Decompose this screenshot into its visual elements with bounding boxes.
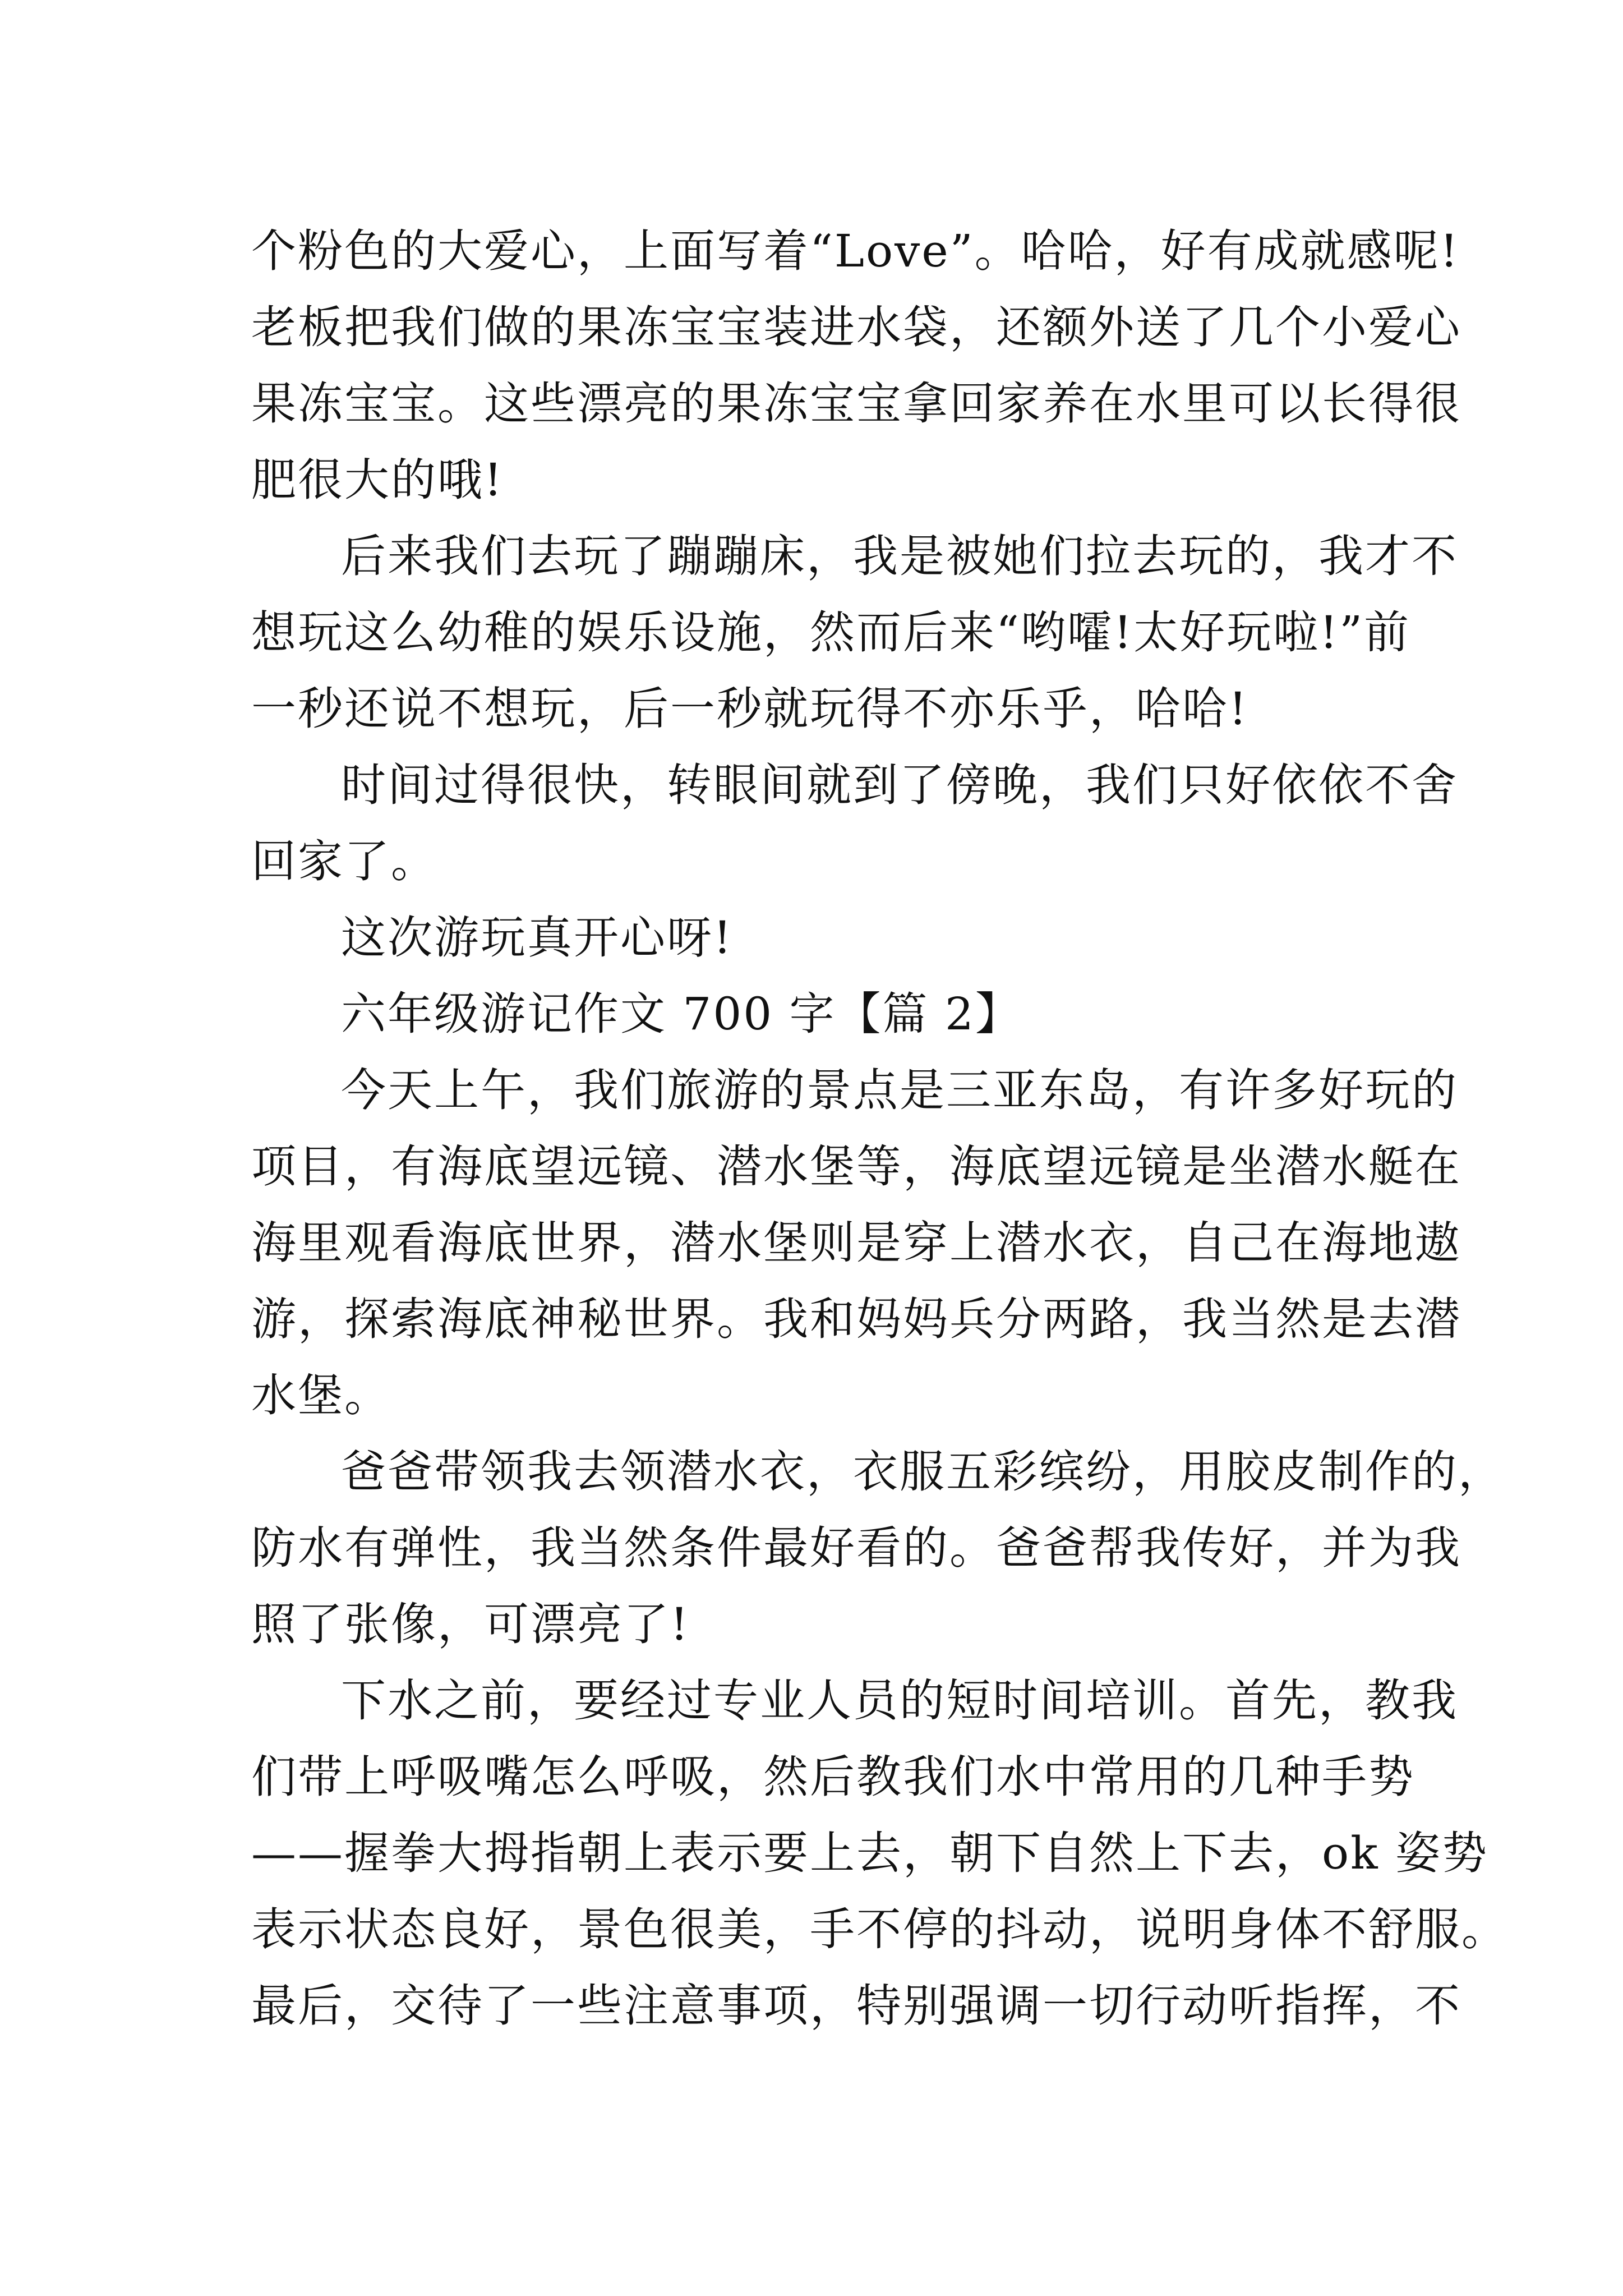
text-line: 回家了。 — [251, 835, 437, 887]
text-line: 想玩这么幼稚的娱乐设施，然而后来“哟嚯!太好玩啦!”前 — [251, 606, 1411, 659]
text-line: 海里观看海底世界，潜水堡则是穿上潜水衣，自己在海地遨 — [251, 1217, 1461, 1269]
text-line: 个粉色的大爱心，上面写着“Love”。哈哈，好有成就感呢! — [251, 225, 1460, 277]
text-line: 后来我们去玩了蹦蹦床，我是被她们拉去玩的，我才不 — [341, 530, 1458, 582]
text-line: 水堡。 — [251, 1369, 391, 1421]
text-line: 下水之前，要经过专业人员的短时间培训。首先，教我 — [341, 1674, 1458, 1727]
text-line: 照了张像，可漂亮了! — [251, 1598, 690, 1650]
text-line: 最后，交待了一些注意事项，特别强调一切行动听指挥，不 — [251, 1980, 1461, 2032]
text-line: 游，探索海底神秘世界。我和妈妈兵分两路，我当然是去潜 — [251, 1293, 1461, 1345]
text-line: 今天上午，我们旅游的景点是三亚东岛，有许多好玩的 — [341, 1064, 1458, 1116]
document-body — [251, 213, 1508, 2044]
text-line: 项目，有海底望远镜、潜水堡等，海底望远镜是坐潜水艇在 — [251, 1140, 1461, 1193]
text-line: 果冻宝宝。这些漂亮的果冻宝宝拿回家养在水里可以长得很 — [251, 378, 1461, 430]
text-line: 一秒还说不想玩，后一秒就玩得不亦乐乎，哈哈! — [251, 683, 1249, 735]
text-line: ——握拳大拇指朝上表示要上去，朝下自然上下去，ok 姿势 — [251, 1827, 1489, 1879]
text-line: 时间过得很快，转眼间就到了傍晚，我们只好依依不舍 — [341, 759, 1458, 811]
text-line: 们带上呼吸嘴怎么呼吸，然后教我们水中常用的几种手势 — [251, 1751, 1415, 1803]
text-line: 防水有弹性，我当然条件最好看的。爸爸帮我传好，并为我 — [251, 1522, 1461, 1574]
text-line: 肥很大的哦! — [251, 454, 504, 506]
section-heading: 六年级游记作文 700 字【篇 2】 — [341, 988, 1022, 1040]
text-line: 爸爸带领我去领潜水衣，衣服五彩缤纷，用胶皮制作的， — [341, 1446, 1505, 1498]
text-line: 这次游玩真开心呀! — [341, 912, 734, 964]
text-line: 老板把我们做的果冻宝宝装进水袋，还额外送了几个小爱心 — [251, 301, 1461, 353]
text-line: 表示状态良好，景色很美，手不停的抖动，说明身体不舒服。 — [251, 1903, 1508, 1955]
